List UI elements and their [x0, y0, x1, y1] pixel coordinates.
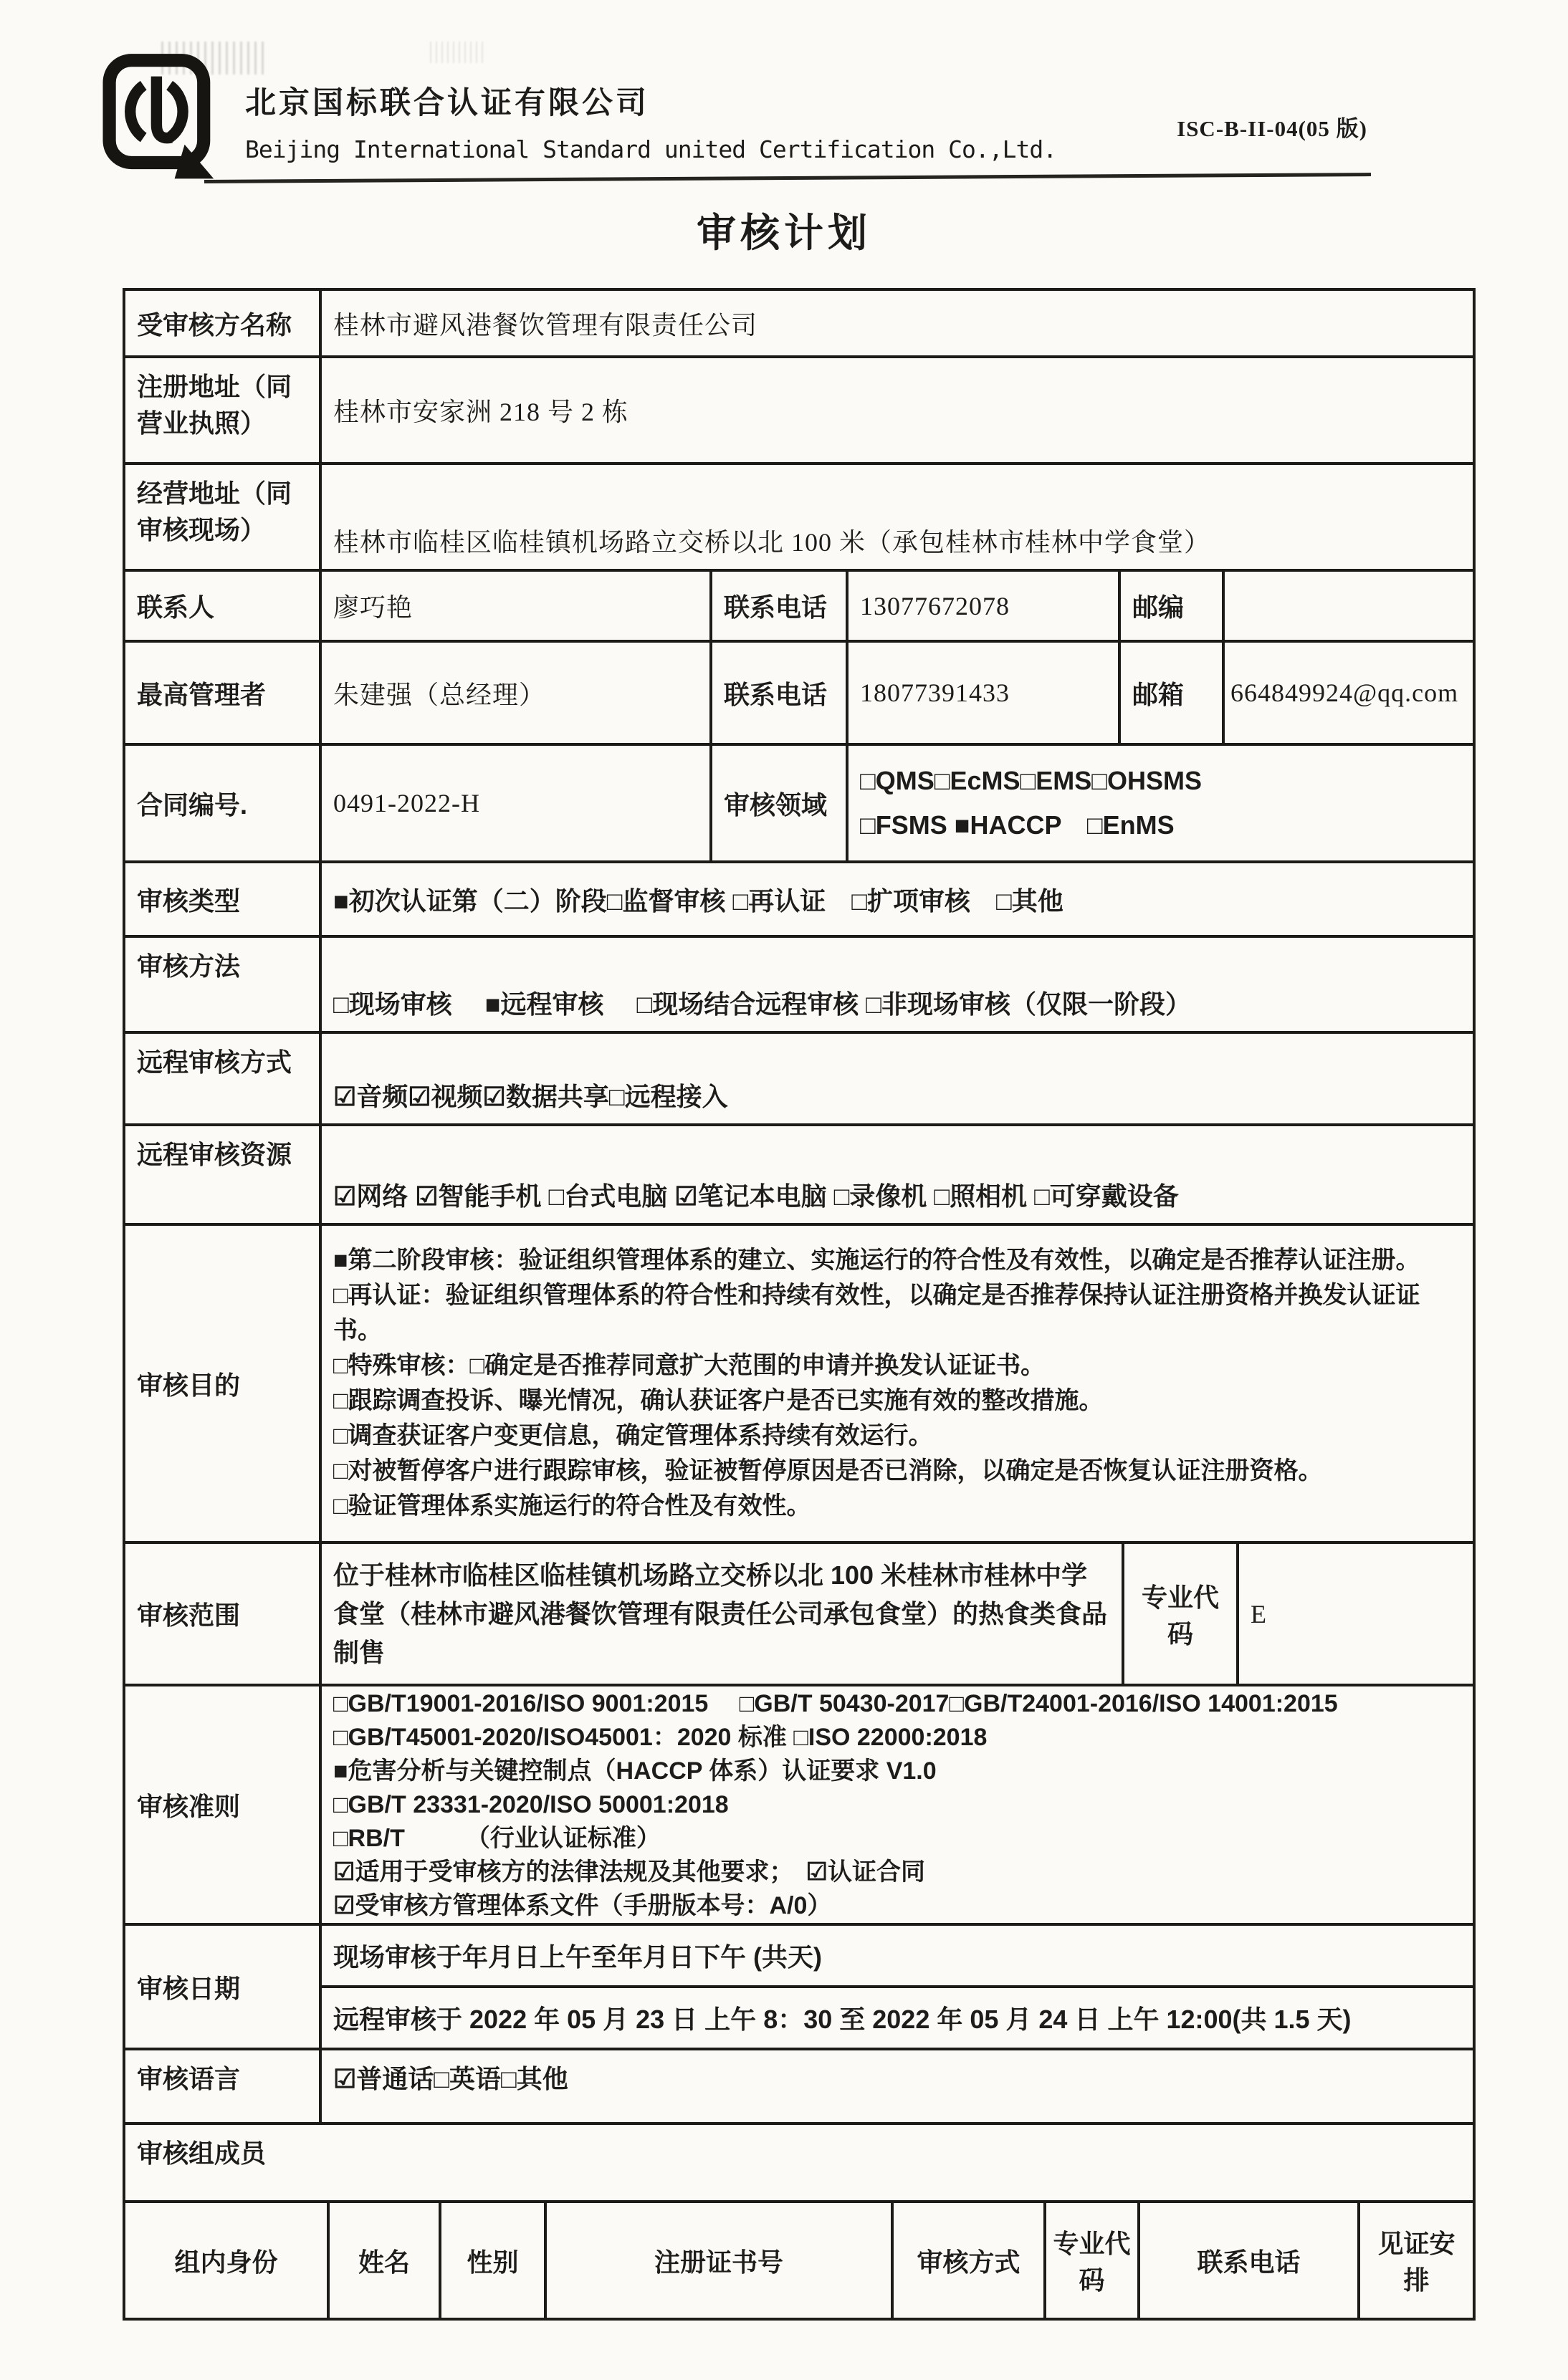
row-business-address: [125, 462, 1473, 569]
contact-phone: 13077672078: [846, 572, 1118, 640]
team-col-witness: 见证安排: [1357, 2203, 1473, 2318]
contact-zip-label: 邮编: [1118, 572, 1222, 640]
remote-resources-checkboxes: ☑网络 ☑智能手机 □台式电脑 ☑笔记本电脑 □录像机 □照相机 □可穿戴设备: [319, 1126, 1473, 1223]
row-remote-resources: [125, 1123, 1473, 1223]
contract-label: 合同编号.: [137, 790, 248, 820]
audit-language-label: 审核语言: [137, 2064, 241, 2093]
audit-criteria-label: 审核准则: [137, 1791, 241, 1821]
audit-scope-label: 审核范围: [137, 1601, 241, 1630]
team-col-role: 组内身份: [174, 2247, 278, 2277]
row-contract: [125, 743, 1473, 860]
purpose-item: □跟踪调查投诉、曝光情况，确认获证客户是否已实施有效的整改措施。: [333, 1387, 1104, 1414]
manager-email: 664849924@qq.com: [1222, 643, 1473, 743]
row-audit-language: [125, 2048, 1473, 2122]
remote-mode-checkboxes: ☑音频☑视频☑数据共享□远程接入: [319, 1034, 1473, 1123]
row-auditee: [125, 291, 1473, 355]
business-address-label: 经营地址（同审核现场）: [137, 479, 292, 544]
onsite-audit-date: 现场审核于年月日上午至年月日下午 (共天): [333, 1942, 822, 1972]
manager-phone-label: 联系电话: [709, 643, 846, 743]
business-address-value: 桂林市临桂区临桂镇机场路立交桥以北 100 米（承包桂林市桂林中学食堂）: [319, 465, 1473, 569]
row-team-table-header: [125, 2200, 1473, 2318]
criteria-item: □GB/T 23331-2020/ISO 50001:2018: [333, 1790, 729, 1818]
audit-language-checkboxes: ☑普通话□英语□其他: [319, 2050, 1473, 2122]
company-name-cn: 北京国标联合认证有限公司: [245, 86, 649, 120]
purpose-item: □验证管理体系实施运行的符合性及有效性。: [333, 1492, 811, 1520]
contact-label: 联系人: [137, 592, 215, 622]
contact-name: 廖巧艳: [319, 572, 709, 640]
registered-address-value: 桂林市安家洲 218 号 2 栋: [319, 358, 1473, 462]
row-audit-date: [125, 1923, 1473, 2048]
purpose-item: □再认证：验证组织管理体系的符合性和持续有效性，以确定是否推荐保持认证注册资格并换发认证证书。: [333, 1282, 1420, 1344]
contract-number: 0491-2022-H: [319, 746, 709, 860]
audit-type-checkboxes: ■初次认证第（二）阶段□监督审核 □再认证 □扩项审核 □其他: [319, 863, 1473, 935]
audit-domain-checkboxes: [846, 746, 1473, 860]
purpose-item: □调查获证客户变更信息，确定管理体系持续有效运行。: [333, 1422, 933, 1449]
manager-phone: 18077391433: [846, 643, 1118, 743]
team-col-name: 姓名: [327, 2203, 439, 2318]
criteria-item: ☑受审核方管理体系文件（手册版本号：A/0）: [333, 1891, 832, 1919]
audit-purpose-label: 审核目的: [137, 1370, 241, 1400]
auditee-value: 桂林市避风港餐饮管理有限责任公司: [319, 291, 1473, 355]
company-logo-icon: [100, 50, 221, 185]
contact-zip: [1222, 572, 1473, 640]
row-audit-criteria: [125, 1684, 1473, 1923]
audit-team-label: 审核组成员: [137, 2139, 267, 2168]
audit-method-label: 审核方法: [137, 951, 241, 981]
document-page: [0, 42, 1568, 2321]
audit-domain-line2: □FSMS ■HACCP □EnMS: [860, 810, 1175, 840]
manager-email-label: 邮箱: [1118, 643, 1222, 743]
manager-name: 朱建强（总经理）: [319, 643, 709, 743]
registered-address-label: 注册地址（同营业执照）: [137, 372, 292, 438]
row-contact: [125, 569, 1473, 640]
row-audit-purpose: [125, 1223, 1473, 1541]
audit-criteria-items: [319, 1686, 1473, 1923]
audit-method-checkboxes: □现场审核 ■远程审核 □现场结合远程审核 □非现场审核（仅限一阶段）: [319, 938, 1473, 1031]
criteria-item: □RB/T （行业认证标准）: [333, 1824, 661, 1852]
row-audit-scope: [125, 1541, 1473, 1684]
audit-date-label: 审核日期: [137, 1973, 241, 2003]
industry-code-label: 专业代码: [1122, 1544, 1236, 1684]
audit-purpose-items: [319, 1226, 1473, 1541]
team-col-gender: 性别: [439, 2203, 544, 2318]
remote-audit-date: 远程审核于 2022 年 05 月 23 日 上午 8：30 至 2022 年 05 月 24 日 上午 12:00(共 1.5 天): [322, 1985, 1473, 2048]
team-col-audit-method: 审核方式: [891, 2203, 1043, 2318]
company-names: [245, 42, 1056, 172]
purpose-item: ■第二阶段审核：验证组织管理体系的建立、实施运行的符合性及有效性，以确定是否推荐认证注册。: [333, 1247, 1420, 1274]
row-top-manager: [125, 640, 1473, 743]
criteria-item: ■危害分析与关键控制点（HACCP 体系）认证要求 V1.0: [333, 1757, 937, 1785]
criteria-item: □GB/T19001-2016/ISO 9001:2015 □GB/T 50430-2017□GB/T24001-2016/ISO 14001:2015: [333, 1689, 1338, 1717]
team-col-phone: 联系电话: [1137, 2203, 1357, 2318]
purpose-item: □特殊审核：□确定是否推荐同意扩大范围的申请并换发认证证书。: [333, 1352, 1046, 1379]
row-registered-address: [125, 355, 1473, 462]
row-remote-mode: [125, 1031, 1473, 1123]
company-name-en: Beijing International Standard united Certification Co.,Ltd.: [245, 135, 1057, 163]
letterhead-rule: [204, 173, 1371, 183]
page-title: 审核计划: [696, 211, 871, 255]
audit-domain-label: 审核领域: [709, 746, 846, 860]
industry-code-value: E: [1236, 1544, 1473, 1684]
remote-mode-label: 远程审核方式: [137, 1047, 292, 1077]
manager-label: 最高管理者: [137, 679, 267, 709]
audit-date-values: [319, 1926, 1473, 2048]
criteria-item: □GB/T45001-2020/ISO45001：2020 标准 □ISO 22000:2018: [333, 1723, 988, 1751]
remote-resources-label: 远程审核资源: [137, 1140, 292, 1169]
criteria-item: ☑适用于受审核方的法律法规及其他要求； ☑认证合同: [333, 1858, 925, 1886]
audit-scope-value: 位于桂林市临桂区临桂镇机场路立交桥以北 100 米桂林市桂林中学食堂（桂林市避风港餐饮管理有限责任公司承包食堂）的热食类食品制售: [319, 1544, 1122, 1684]
row-audit-team: [125, 2122, 1473, 2200]
team-col-industry-code: 专业代码: [1043, 2203, 1137, 2318]
row-audit-method: [125, 935, 1473, 1031]
audit-plan-table: [123, 288, 1476, 2321]
auditee-label: 受审核方名称: [137, 310, 292, 340]
audit-domain-line1: □QMS□EcMS□EMS□OHSMS: [860, 766, 1203, 795]
row-audit-type: [125, 860, 1473, 935]
letterhead: [100, 42, 1475, 172]
team-col-cert-number: 注册证书号: [544, 2203, 891, 2318]
audit-type-label: 审核类型: [137, 886, 241, 916]
purpose-item: □对被暂停客户进行跟踪审核，验证被暂停原因是否已消除，以确定是否恢复认证注册资格。: [333, 1457, 1323, 1484]
document-code: ISC-B-II-04(05 版): [1177, 116, 1367, 141]
contact-phone-label: 联系电话: [709, 572, 846, 640]
